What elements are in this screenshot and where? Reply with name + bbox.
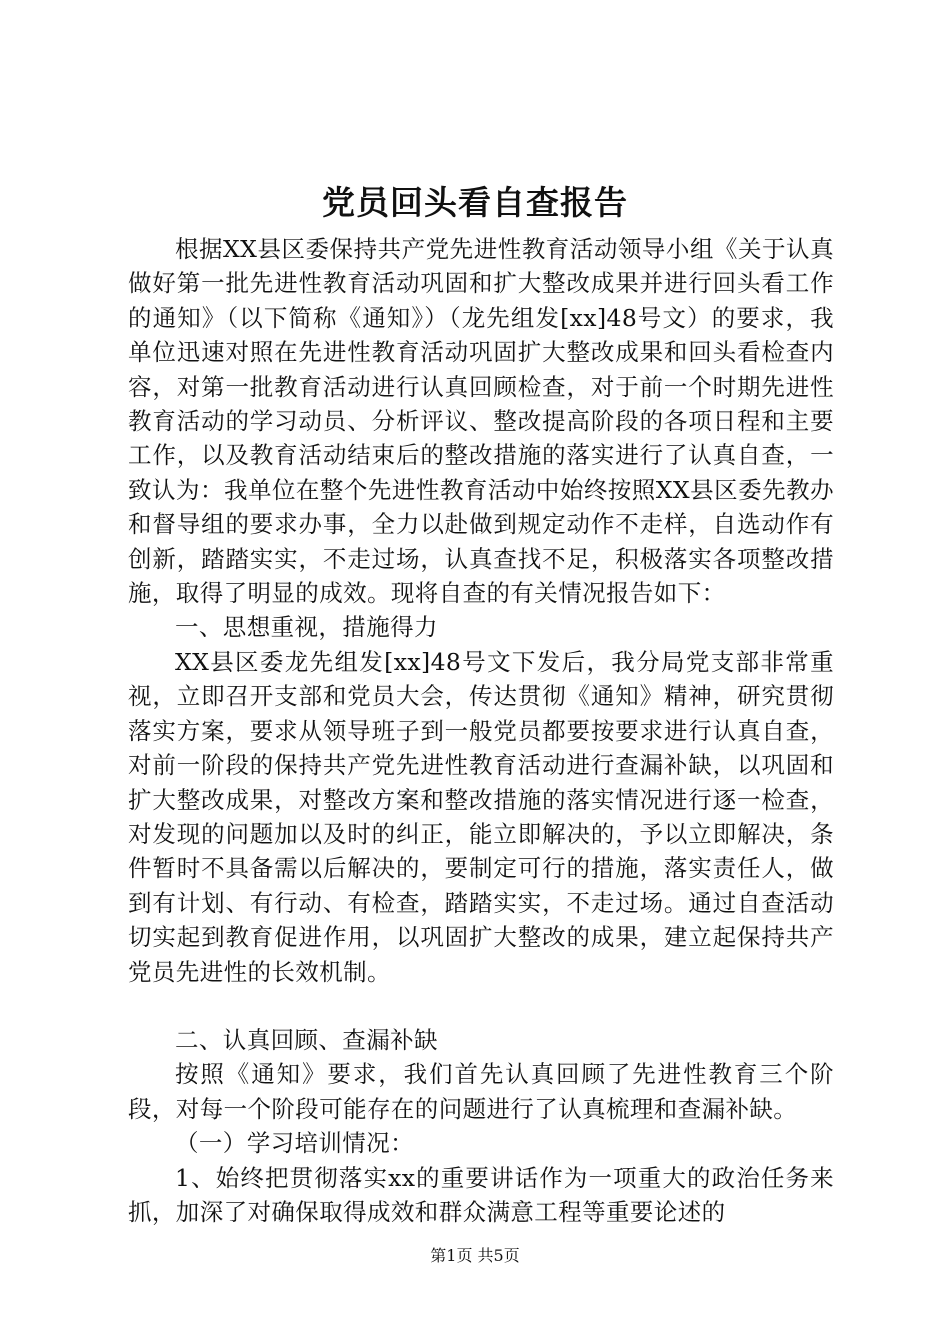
paragraph-section-1: XX县区委龙先组发[xx]48号文下发后，我分局党支部非常重视，立即召开支部和党员大会，传达贯彻《通知》精神，研究贯彻落实方案，要求从领导班子到一般党员都要按要求进行认真自查，对前一阶段的保持共产党先进性教育活动进行查漏补缺，以巩固和扩大整改成果，对整改方案和整改措施的落实情况进行逐一检查，对发现的问题加以及时的纠正，能立即解决的，予以立即解决，条件暂时不具备需以后解决的，要制定可行的措施，落实责任人，做到有计划、有行动、有检查，踏踏实实，不走过场。通过自查活动切实起到教育促进作用，以巩固扩大整改的成果，建立起保持共产党员先进性的长效机制。 (128, 647, 834, 986)
section-heading-2: 二、认真回顾、查漏补缺 (175, 1025, 438, 1054)
paragraph-intro: 根据XX县区委保持共产党先进性教育活动领导小组《关于认真做好第一批先进性教育活动巩固和扩大整改成果并进行回头看工作的通知》（以下简称《通知》）（龙先组发[xx]48号文）的要求，我单位迅速对照在先进性教育活动巩固扩大整改成果和回头看检查内容，对第一批教育活动进行认真回顾检查，对于前一个时期先进性教育活动的学习动员、分析评议、整改提高阶段的各项日程和主要工作，以及教育活动结束后的整改措施的落实进行了认真自查，一致认为：我单位在整个先进性教育活动中始终按照XX县区委先教办和督导组的要求办事，全力以赴做到规定动作不走样，自选动作有创新，踏踏实实，不走过场，认真查找不足，积极落实各项整改措施，取得了明显的成效。现将自查的有关情况报告如下： (128, 235, 834, 608)
paragraph-section-2: 按照《通知》要求，我们首先认真回顾了先进性教育三个阶段，对每一个阶段可能存在的问题进行了认真梳理和查漏补缺。 (128, 1060, 834, 1123)
paragraph-item-1: 1、始终把贯彻落实xx的重要讲话作为一项重大的政治任务来抓，加深了对确保取得成效和群众满意工程等重要论述的 (128, 1163, 834, 1226)
document-title: 党员回头看自查报告 (322, 183, 628, 222)
page-footer: 第1页 共5页 (430, 1246, 520, 1265)
section-heading-1: 一、思想重视，措施得力 (175, 613, 438, 642)
document-body (128, 232, 834, 1229)
subsection-heading-1: （一）学习培训情况： (175, 1129, 414, 1158)
